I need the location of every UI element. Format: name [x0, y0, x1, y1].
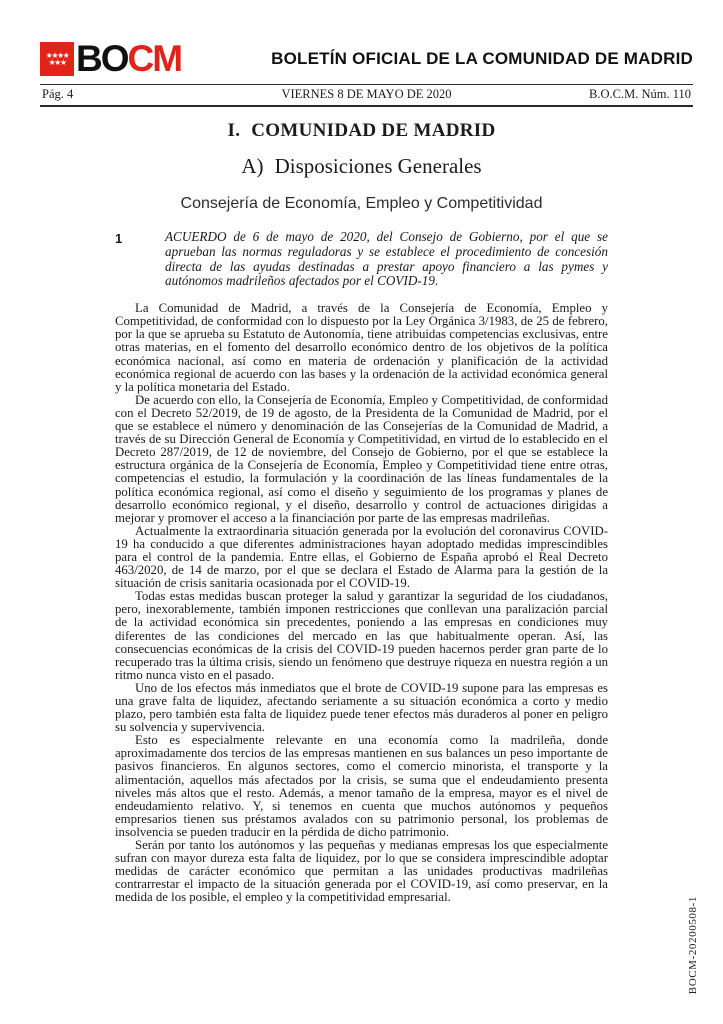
item-summary: ACUERDO de 6 de mayo de 2020, del Consejo de Gobierno, por el que se aprueban las normas reguladoras y se establece el procedimiento de concesión directa de las ayudas destinadas a prestar apoyo financiero a las pymes y autónomos madrileños afectados por el COVID-19. [165, 229, 608, 289]
flag-stars-top: ★★★★ [45, 51, 69, 60]
subsection-prefix: A) [241, 154, 264, 178]
document-body [115, 112, 608, 905]
madrid-flag-icon [40, 42, 74, 76]
subsection-heading [115, 154, 608, 179]
bocm-logo [40, 38, 182, 79]
page-number-label: Pág. 4 [42, 87, 74, 101]
issue-number: B.O.C.M. Núm. 110 [589, 87, 691, 101]
department-heading: Consejería de Economía, Empleo y Competitividad [180, 195, 543, 212]
paragraph: Todas estas medidas buscan proteger la salud y garantizar la seguridad de los ciudadanos, pero, inexorablemente, también imponen restricciones que conllevan una paralización parcial de la actividad económica sin precedentes, poniendo a las empresas en condiciones muy diferentes de las condiciones del mercado en las que habitualmente operan. Así, las consecuencias económicas de la crisis del COVID-19 pueden hacernos perder gran parte de lo recuperado tras la última crisis, siendo un fenómeno que destruye riqueza en nuestra región a un ritmo nunca visto en el pasado. [115, 589, 608, 682]
masthead-title: BOLETÍN OFICIAL DE LA COMUNIDAD DE MADRID [271, 49, 693, 68]
paragraph: De acuerdo con ello, la Consejería de Economía, Empleo y Competitividad, de conformidad con el Decreto 52/2019, de 19 de agosto, de la Presidenta de la Comunidad de Madrid, por el que se establece el número y denominación de las Consejerías de la Comunidad de Madrid, a través de su Dirección General de Economía y Competitividad, en virtud de lo establecido en el Decreto 287/2019, de 12 de noviembre, del Consejo de Gobierno, por el que se establece la estructura orgánica de la Consejería de Economía, Empleo y Competitividad tiene entre otras, competencias el estudio, la formulación y la coordinación de las líneas fundamentales de la política económica regional, así como el diseño y seguimiento de los programas y planes de desarrollo económico regional, y el diseño, desarrollo y control de actuaciones dirigidas a mejorar y promover el acceso a la financiación por parte de las empresas madrileñas. [115, 392, 608, 525]
paragraph: Uno de los efectos más inmediatos que el brote de COVID-19 supone para las empresas es una grave falta de liquidez, afectando seriamente a su situación económica a corto y medio plazo, pero también esta falta de liquidez puede tener efectos más duraderos al poner en peligro su solvencia y supervivencia. [115, 680, 608, 735]
body-paragraphs [115, 302, 608, 904]
flag-stars-bottom: ★★★ [48, 58, 66, 67]
masthead [40, 36, 693, 82]
section-title: COMUNIDAD DE MADRID [251, 120, 496, 141]
issue-date: VIERNES 8 DE MAYO DE 2020 [281, 87, 452, 101]
logo-letters-bo: BO [76, 38, 128, 79]
subsection-title: Disposiciones Generales [274, 154, 482, 178]
document-code-vertical: BOCM-20200508-1 [687, 895, 699, 994]
section-prefix: I. [227, 120, 241, 141]
section-heading [115, 120, 608, 142]
paragraph: La Comunidad de Madrid, a través de la Consejería de Economía, Empleo y Competitividad, de conformidad con lo dispuesto por la Ley Orgánica 3/1983, de 25 de febrero, por la que se aprueba su Estatuto de Autonomía, tiene atribuidas competencias exclusivas, entre otras materias, en el fomento del desarrollo económico dentro de los objetivos de la política económica nacional, así como en materia de ordenación y planificación de la actividad económica regional de acuerdo con las bases y la ordenación de la actividad económica general y la política monetaria del Estado. [115, 301, 608, 394]
gazette-item [115, 230, 608, 289]
meta-bar [40, 84, 693, 107]
item-number: 1 [115, 231, 123, 246]
paragraph: Actualmente la extraordinaria situación generada por la evolución del coronavirus COVID-19 ha conducido a que diferentes administraciones hayan adoptado medidas imprescindibles para el control de la pandemia. Entre ellas, el Gobierno de España aprobó el Real Decreto 463/2020, de 14 de marzo, por el que se declara el Estado de Alarma para la gestión de la situación de crisis sanitaria ocasionada por el COVID-19. [115, 523, 608, 591]
paragraph: Serán por tanto los autónomos y las pequeñas y medianas empresas los que especialmente sufran con mayor dureza esta falta de liquidez, por lo que se considera imprescindible adoptar medidas de carácter económico que permitan a las unidades productivas madrileñas contrarrestar el impacto de la situación generada por el COVID-19, así como preservar, en la medida de los posible, el empleo y la competitividad empresarial. [115, 838, 608, 905]
paragraph: Esto es especialmente relevante en una economía como la madrileña, donde aproximadamente dos tercios de las empresas mantienen en sus balances un peso importante de pasivos financieros. En algunos sectores, como el comercio minorista, el transporte y la alimentación, aquellos más afectados por la crisis, se suma que el endeudamiento presenta niveles más altos que el resto. Además, a menor tamaño de la empresa, mayor es el nivel de endeudamiento relativo. Y, si tenemos en cuenta que muchos autónomos y pequeños empresarios tienen sus préstamos avalados con su patrimonio personal, los problemas de insolvencia se pueden traducir en la pérdida de dicho patrimonio. [115, 733, 608, 839]
logo-letters-cm: CM [127, 38, 182, 79]
bocm-logo-wordmark [76, 38, 182, 79]
